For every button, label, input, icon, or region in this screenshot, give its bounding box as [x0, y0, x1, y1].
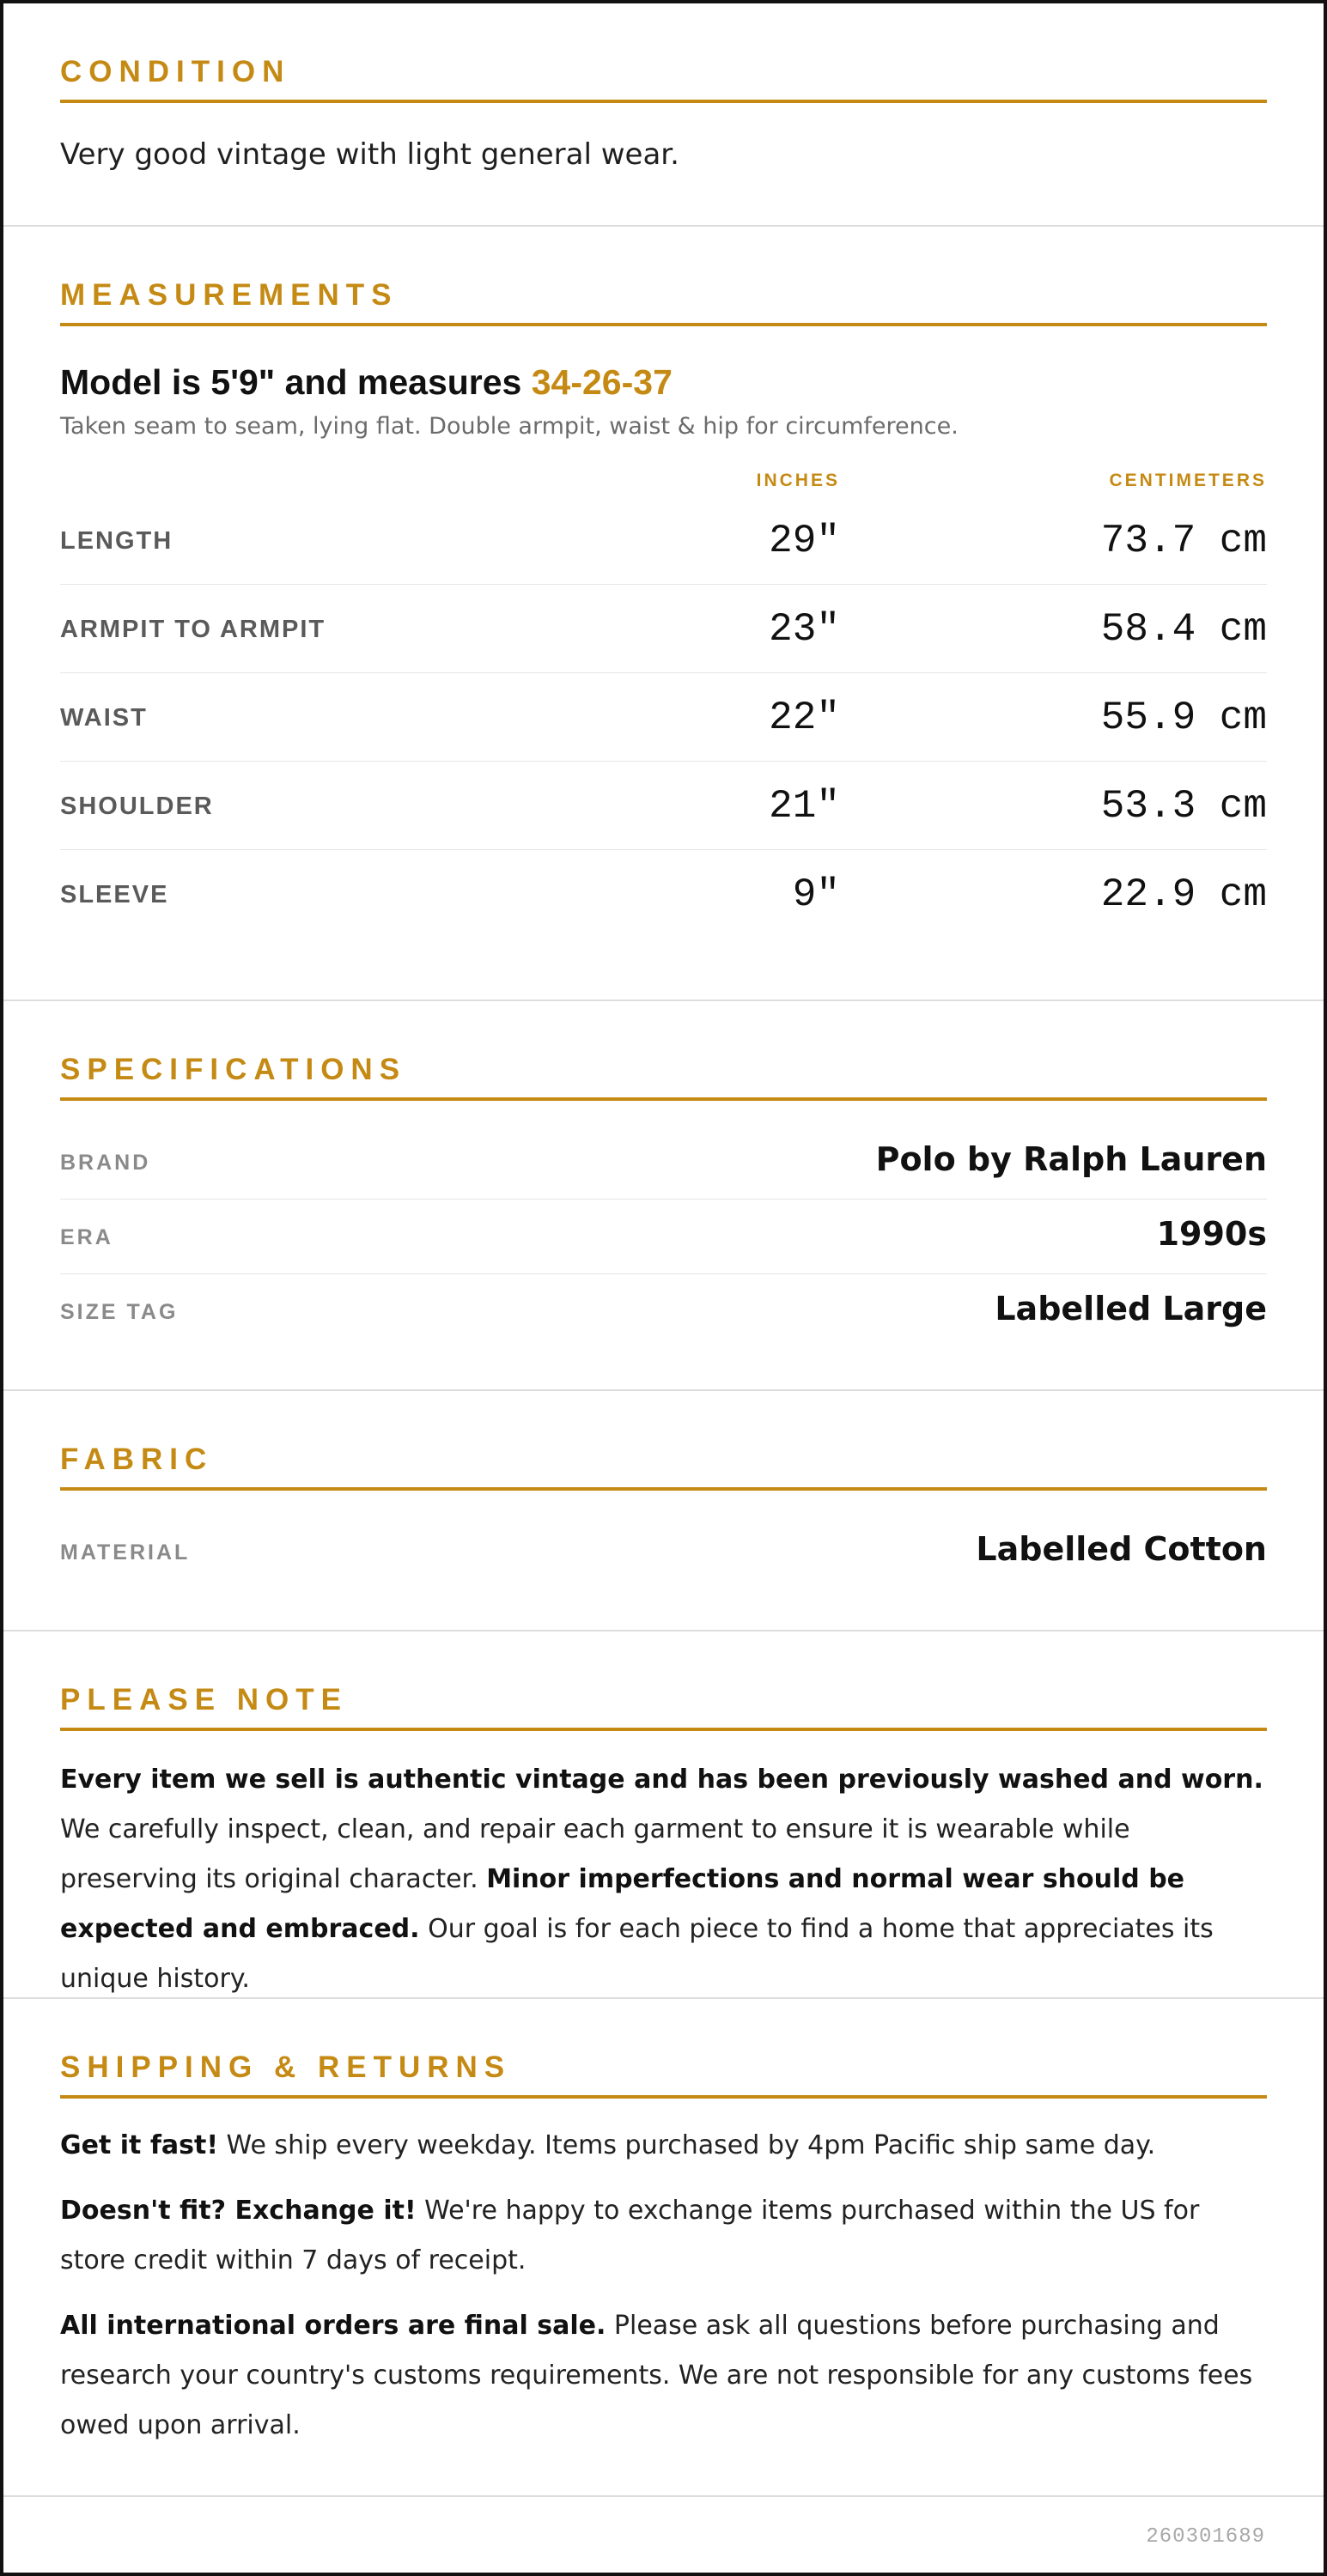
column-header-inches: INCHES — [756, 471, 840, 490]
spec-value: Polo by Ralph Lauren — [875, 1140, 1267, 1178]
shipping-heading: SHIPPING & RETURNS — [60, 2050, 1267, 2099]
measurement-cm: 55.9 cm — [1100, 696, 1267, 740]
shipping-item-text: We ship every weekday. Items purchased by 4pm Pacific ship same day. — [218, 2130, 1156, 2160]
note-bold-1: Every item we sell is authentic vintage and has been previously washed and worn. — [60, 1765, 1263, 1795]
fabric-value: Labelled Cotton — [976, 1530, 1267, 1568]
model-measures: 34-26-37 — [531, 362, 673, 402]
note-text-1: We carefully inspect, clean, and repair each garment to ensure it is wearable while preserving its original character. — [60, 1814, 1130, 1894]
condition-text: Very good vintage with light general wear. — [60, 137, 679, 172]
specifications-heading: SPECIFICATIONS — [60, 1053, 1267, 1101]
measurement-row — [60, 673, 1267, 762]
spec-row-brand — [60, 1125, 1267, 1200]
condition-heading: CONDITION — [60, 55, 1267, 103]
measurement-inches: 9" — [792, 872, 840, 917]
shipping-item-bold: Doesn't fit? Exchange it! — [60, 2196, 417, 2226]
note-bold-2: Minor imperfections and normal wear should be expected and embraced. — [60, 1864, 1185, 1944]
measurements-heading: MEASUREMENTS — [60, 278, 1267, 326]
spec-value: 1990s — [1156, 1215, 1267, 1253]
measurement-inches: 29" — [769, 519, 840, 563]
measurement-cm: 73.7 cm — [1100, 519, 1267, 563]
shipping-item-text: Please ask all questions before purchasing and research your country's customs requirements. We are not responsible for any customs fees owed upon arrival. — [60, 2311, 1253, 2440]
spec-value: Labelled Large — [995, 1290, 1267, 1327]
measurement-inches: 22" — [769, 696, 840, 740]
spec-label: SIZE TAG — [60, 1300, 179, 1324]
measurement-cm: 22.9 cm — [1100, 872, 1267, 917]
product-code: 260301689 — [1146, 2525, 1265, 2549]
measurement-inches: 23" — [769, 607, 840, 652]
spec-label: BRAND — [60, 1151, 151, 1175]
measurement-row — [60, 850, 1267, 938]
measurement-label: SHOULDER — [60, 793, 214, 820]
please-note-heading: PLEASE NOTE — [60, 1683, 1267, 1731]
fabric-list — [60, 1515, 1267, 1589]
shipping-item-bold: All international orders are final sale. — [60, 2311, 606, 2341]
specifications-section — [3, 1001, 1324, 1391]
measurement-label: ARMPIT TO ARMPIT — [60, 616, 326, 643]
please-note-section — [3, 1631, 1324, 1999]
specifications-list — [60, 1125, 1267, 1348]
shipping-item-bold: Get it fast! — [60, 2130, 218, 2160]
shipping-item — [60, 2121, 1267, 2171]
measurement-cm: 53.3 cm — [1100, 784, 1267, 829]
measurement-note: Taken seam to seam, lying flat. Double armpit, waist & hip for circumference. — [60, 413, 959, 440]
measurement-cm: 58.4 cm — [1100, 607, 1267, 652]
shipping-item-text: We're happy to exchange items purchased within the US for store credit within 7 days of receipt. — [60, 2196, 1200, 2275]
spec-row-size-tag — [60, 1274, 1267, 1348]
shipping-list — [60, 2121, 1267, 2451]
measurement-label: WAIST — [60, 704, 148, 732]
spec-row-era — [60, 1200, 1267, 1274]
fabric-heading: FABRIC — [60, 1443, 1267, 1491]
measurement-label: SLEEVE — [60, 881, 169, 908]
measurement-row — [60, 762, 1267, 850]
shipping-item — [60, 2301, 1267, 2451]
fabric-row-material — [60, 1515, 1267, 1589]
measurement-inches: 21" — [769, 784, 840, 829]
fabric-section — [3, 1391, 1324, 1631]
measurement-label: LENGTH — [60, 527, 173, 555]
shipping-item — [60, 2186, 1267, 2286]
spec-label: ERA — [60, 1225, 113, 1249]
condition-section — [3, 3, 1324, 227]
column-header-centimeters: CENTIMETERS — [1109, 471, 1267, 490]
measurement-row — [60, 496, 1267, 585]
measurement-row — [60, 585, 1267, 673]
fabric-label: MATERIAL — [60, 1540, 191, 1564]
model-prefix: Model is 5'9" and measures — [60, 362, 532, 402]
please-note-text — [60, 1755, 1267, 2004]
model-info — [60, 361, 1267, 404]
note-text-2: Our goal is for each piece to find a home that appreciates its unique history. — [60, 1914, 1214, 1994]
measurement-table — [60, 471, 1267, 938]
shipping-returns-section — [3, 1999, 1324, 2497]
measurements-section — [3, 227, 1324, 1001]
measurement-table-header — [60, 471, 1267, 496]
